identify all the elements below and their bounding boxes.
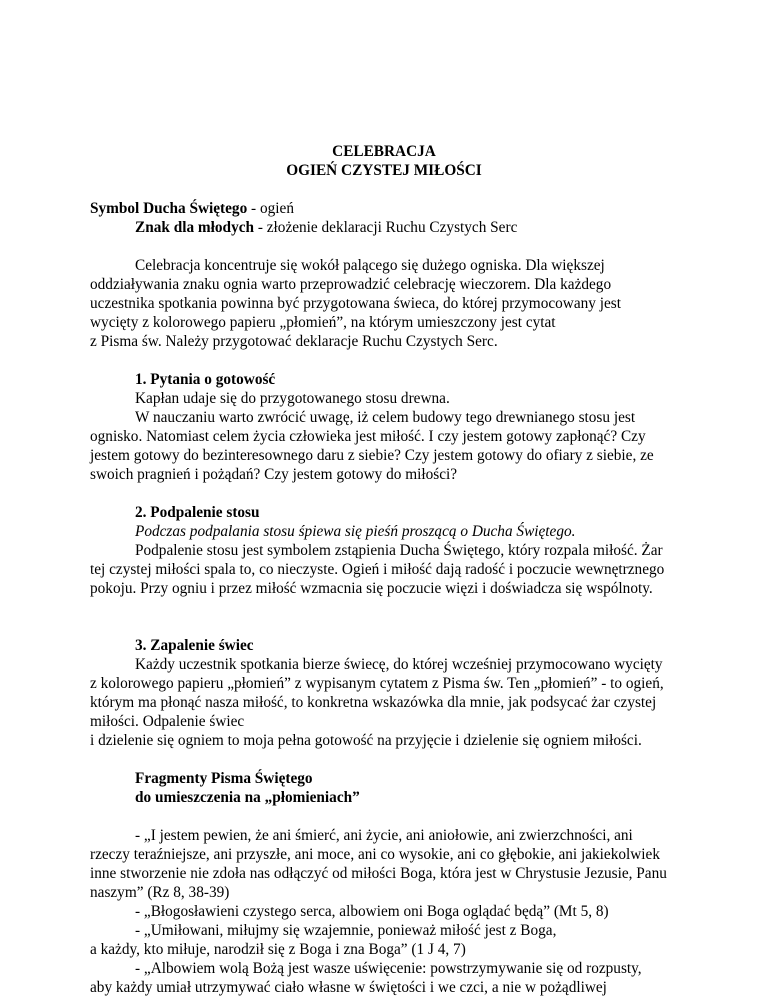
intro-line: wycięty z kolorowego papieru „płomień”, na którym umieszczony jest cytat — [90, 314, 556, 331]
sign-text: - złożenie deklaracji Ruchu Czystych Serc — [254, 219, 518, 236]
sign-line — [135, 218, 517, 237]
section-2-line: tej czystej miłości spala to, co nieczyste. Ogień i miłość dają radość i poczucie wewnętrznego — [90, 561, 665, 578]
section-1-line: jestem gotowy do bezinteresownego daru z siebie? Czy jestem gotowy do ofiary z siebie, ze — [90, 447, 654, 464]
fragment-line: inne stworzenie nie zdoła nas odłączyć od miłości Boga, która jest w Chrystusie Jezusie, Panu — [90, 865, 667, 882]
fragment-line: - „I jestem pewien, że ani śmierć, ani życie, ani aniołowie, ani zwierzchności, ani — [135, 827, 633, 844]
intro-line: z Pisma św. Należy przygotować deklaracje Ruchu Czystych Serc. — [90, 333, 498, 350]
section-1-line: swoich pragnień i pożądań? Czy jestem gotowy do miłości? — [90, 466, 458, 483]
section-1-line: ognisko. Natomiast celem życia człowieka jest miłość. I czy jestem gotowy zapłonąć? Czy — [90, 428, 646, 445]
section-1-line: W nauczaniu warto zwrócić uwagę, iż celem budowy tego drewnianego stosu jest — [135, 409, 636, 426]
sign-label: Znak dla młodych — [135, 219, 255, 236]
fragment-line: aby każdy umiał utrzymywać ciało własne w świętości i we czci, a nie w pożądliwej — [90, 979, 607, 996]
fragment-line: rzeczy teraźniejsze, ani przyszłe, ani moce, ani co wysokie, ani co głębokie, ani jakiekolwiek — [90, 846, 660, 863]
title-line-2: OGIEŃ CZYSTEJ MIŁOŚCI — [286, 162, 482, 179]
symbol-text: - ogień — [247, 200, 294, 217]
fragments-heading-2: do umieszczenia na „płomieniach” — [135, 789, 360, 806]
section-2-heading: 2. Podpalenie stosu — [135, 504, 260, 521]
intro-line: oddziaływania znaku ognia warto przeprowadzić celebrację wieczorem. Dla każdego — [90, 276, 612, 293]
section-3-line: z kolorowego papieru „płomień” z wypisanym cytatem z Pisma św. Ten „płomień” - to ogień, — [90, 675, 664, 692]
title-line-1: CELEBRACJA — [332, 143, 436, 160]
section-2-line: Podpalenie stosu jest symbolem zstąpienia Ducha Świętego, który rozpala miłość. Żar — [135, 542, 663, 559]
section-1-heading: 1. Pytania o gotowość — [135, 371, 276, 388]
section-1-line: Kapłan udaje się do przygotowanego stosu drewna. — [135, 390, 450, 407]
fragment-line: - „Błogosławieni czystego serca, albowiem oni Boga oglądać będą” (Mt 5, 8) — [135, 903, 609, 920]
fragment-line: a każdy, kto miłuje, narodził się z Boga i zna Boga” (1 J 4, 7) — [90, 941, 466, 958]
symbol-line — [90, 199, 294, 218]
intro-line: Celebracja koncentruje się wokół palącego się dużego ogniska. Dla większej — [135, 257, 605, 274]
section-3-line: miłości. Odpalenie świec — [90, 713, 245, 730]
section-3-line: Każdy uczestnik spotkania bierze świecę, do której wcześniej przymocowano wycięty — [135, 656, 663, 673]
fragments-heading-1: Fragmenty Pisma Świętego — [135, 770, 313, 787]
section-3-line: którym ma płonąć nasza miłość, to konkretna wskazówka dla mnie, jak podsycać żar czystej — [90, 694, 657, 711]
section-3-line: i dzielenie się ogniem to moja pełna gotowość na przyjęcie i dzielenie się ogniem miłości. — [90, 732, 642, 749]
section-2-italic: Podczas podpalania stosu śpiewa się pieśń proszącą o Ducha Świętego. — [135, 523, 576, 540]
section-3-heading: 3. Zapalenie świec — [135, 637, 254, 654]
symbol-label: Symbol Ducha Świętego — [90, 200, 248, 217]
intro-line: uczestnika spotkania powinna być przygotowana świeca, do której przymocowany jest — [90, 295, 621, 312]
fragment-line: - „Umiłowani, miłujmy się wzajemnie, ponieważ miłość jest z Boga, — [135, 922, 557, 939]
fragment-line: - „Albowiem wolą Bożą jest wasze uświęcenie: powstrzymywanie się od rozpusty, — [135, 960, 642, 977]
fragment-line: naszym” (Rz 8, 38-39) — [90, 884, 230, 901]
section-2-line: pokoju. Przy ogniu i przez miłość wzmacnia się poczucie więzi i doświadcza się wspólnoty. — [90, 580, 653, 597]
